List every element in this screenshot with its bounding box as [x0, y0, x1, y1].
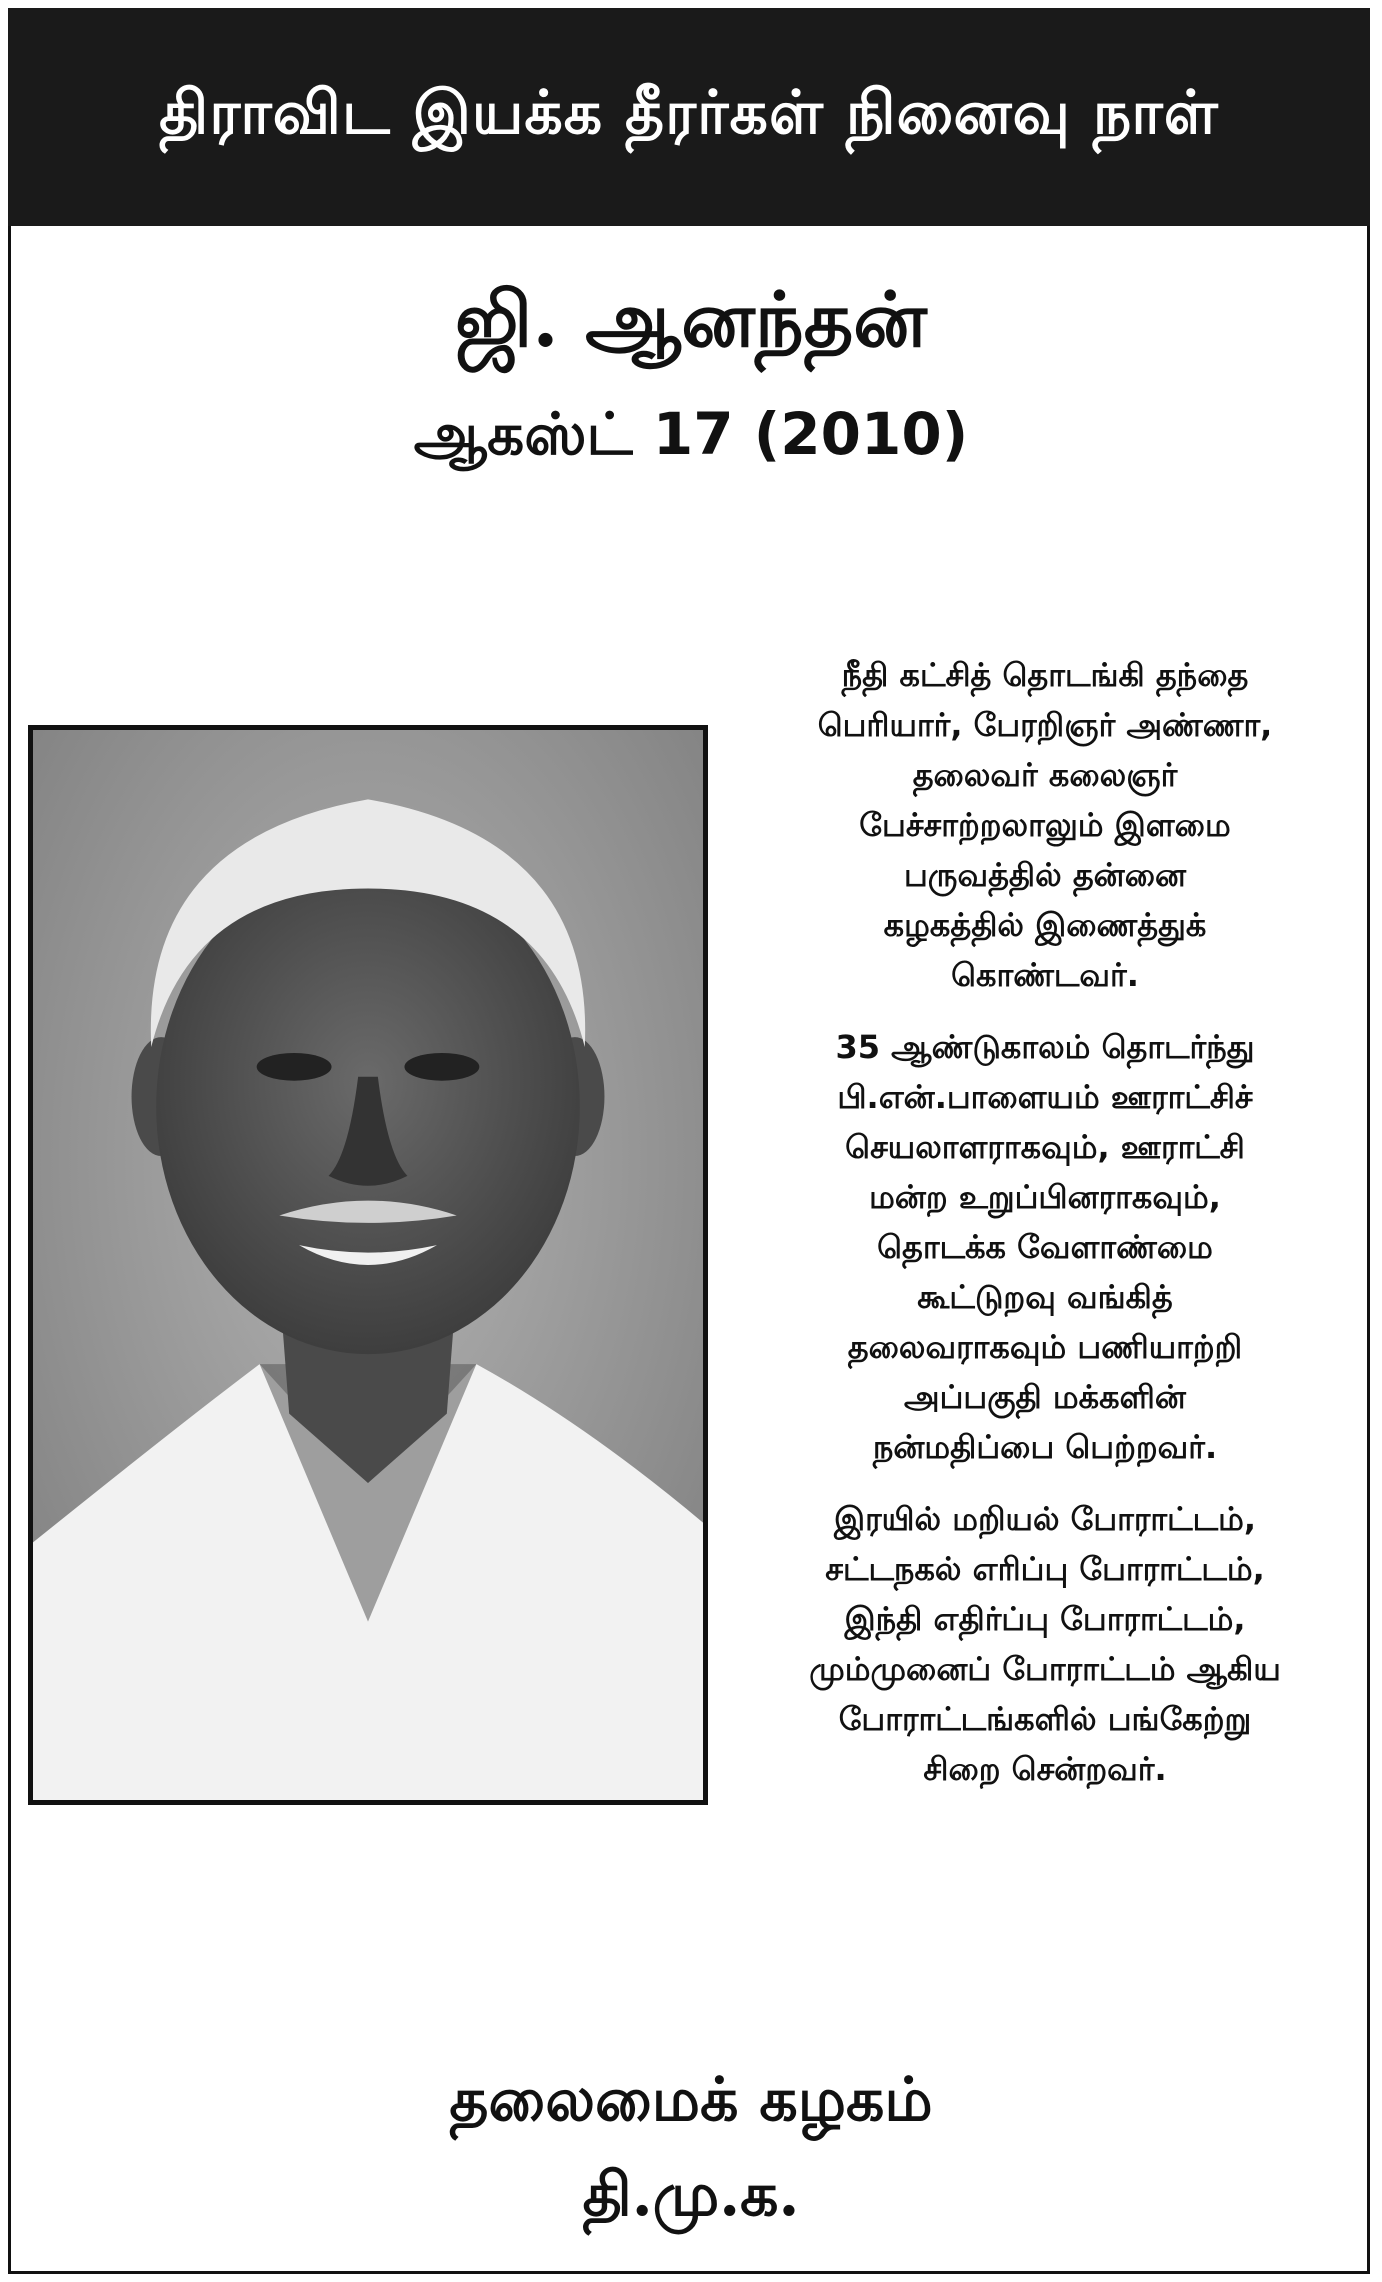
bio-line: மும்முனைப் போராட்டம் ஆகிய [809, 1650, 1281, 1688]
person-name: ஜி. ஆனந்தன் [455, 275, 927, 364]
banner-title: திராவிட இயக்க தீரர்கள் நினைவு நாள் [159, 78, 1219, 148]
bio-line: போராட்டங்களில் பங்கேற்று [838, 1700, 1252, 1738]
bio-line: பெரியார், பேரறிஞர் அண்ணா, [817, 706, 1273, 744]
bio-line: கொண்டவர். [951, 956, 1139, 994]
bio-line: இந்தி எதிர்ப்பு போராட்டம், [844, 1600, 1246, 1638]
bio-line: பேச்சாற்றலாலும் இளமை [859, 806, 1231, 844]
bio-paragraph-2 [720, 1022, 1370, 1472]
bio-line: செயலாளராகவும், ஊராட்சி [845, 1128, 1245, 1166]
bio-line: 35 ஆண்டுகாலம் தொடர்ந்து [835, 1028, 1255, 1066]
bio-line: கழகத்தில் இணைத்துக் [883, 906, 1207, 944]
bio-line: பருவத்தில் தன்னை [903, 856, 1187, 894]
bio-paragraph-1 [720, 650, 1370, 1000]
bio-line: மன்ற உறுப்பினராகவும், [869, 1178, 1221, 1216]
memorial-date: ஆகஸ்ட் 17 (2010) [413, 400, 969, 468]
portrait-photo [28, 725, 708, 1805]
bio-line: தலைவர் கலைஞர் [912, 756, 1178, 794]
bio-line: கூட்டுறவு வங்கித் [917, 1278, 1173, 1316]
footer-organization: தலைமைக் கழகம் [449, 2065, 933, 2135]
bio-line: பி.என்.பாளையம் ஊராட்சிச் [837, 1078, 1253, 1116]
bio-line: சட்டநகல் எரிப்பு போராட்டம், [825, 1550, 1265, 1588]
bio-paragraph-3 [720, 1494, 1370, 1794]
bio-line: தலைவராகவும் பணியாற்றி [847, 1328, 1243, 1366]
bio-line: நன்மதிப்பை பெற்றவர். [872, 1428, 1218, 1466]
portrait-illustration [33, 730, 703, 1800]
bio-line: தொடக்க வேளாண்மை [877, 1228, 1213, 1266]
bio-line: நீதி கட்சித் தொடங்கி தந்தை [841, 656, 1249, 694]
bio-line: இரயில் மறியல் போராட்டம், [834, 1500, 1256, 1538]
footer-party: தி.மு.க. [582, 2160, 800, 2230]
biography [720, 650, 1370, 1816]
bio-line: அப்பகுதி மக்களின் [904, 1378, 1186, 1416]
banner [8, 8, 1370, 226]
bio-line: சிறை சென்றவர். [923, 1750, 1167, 1788]
